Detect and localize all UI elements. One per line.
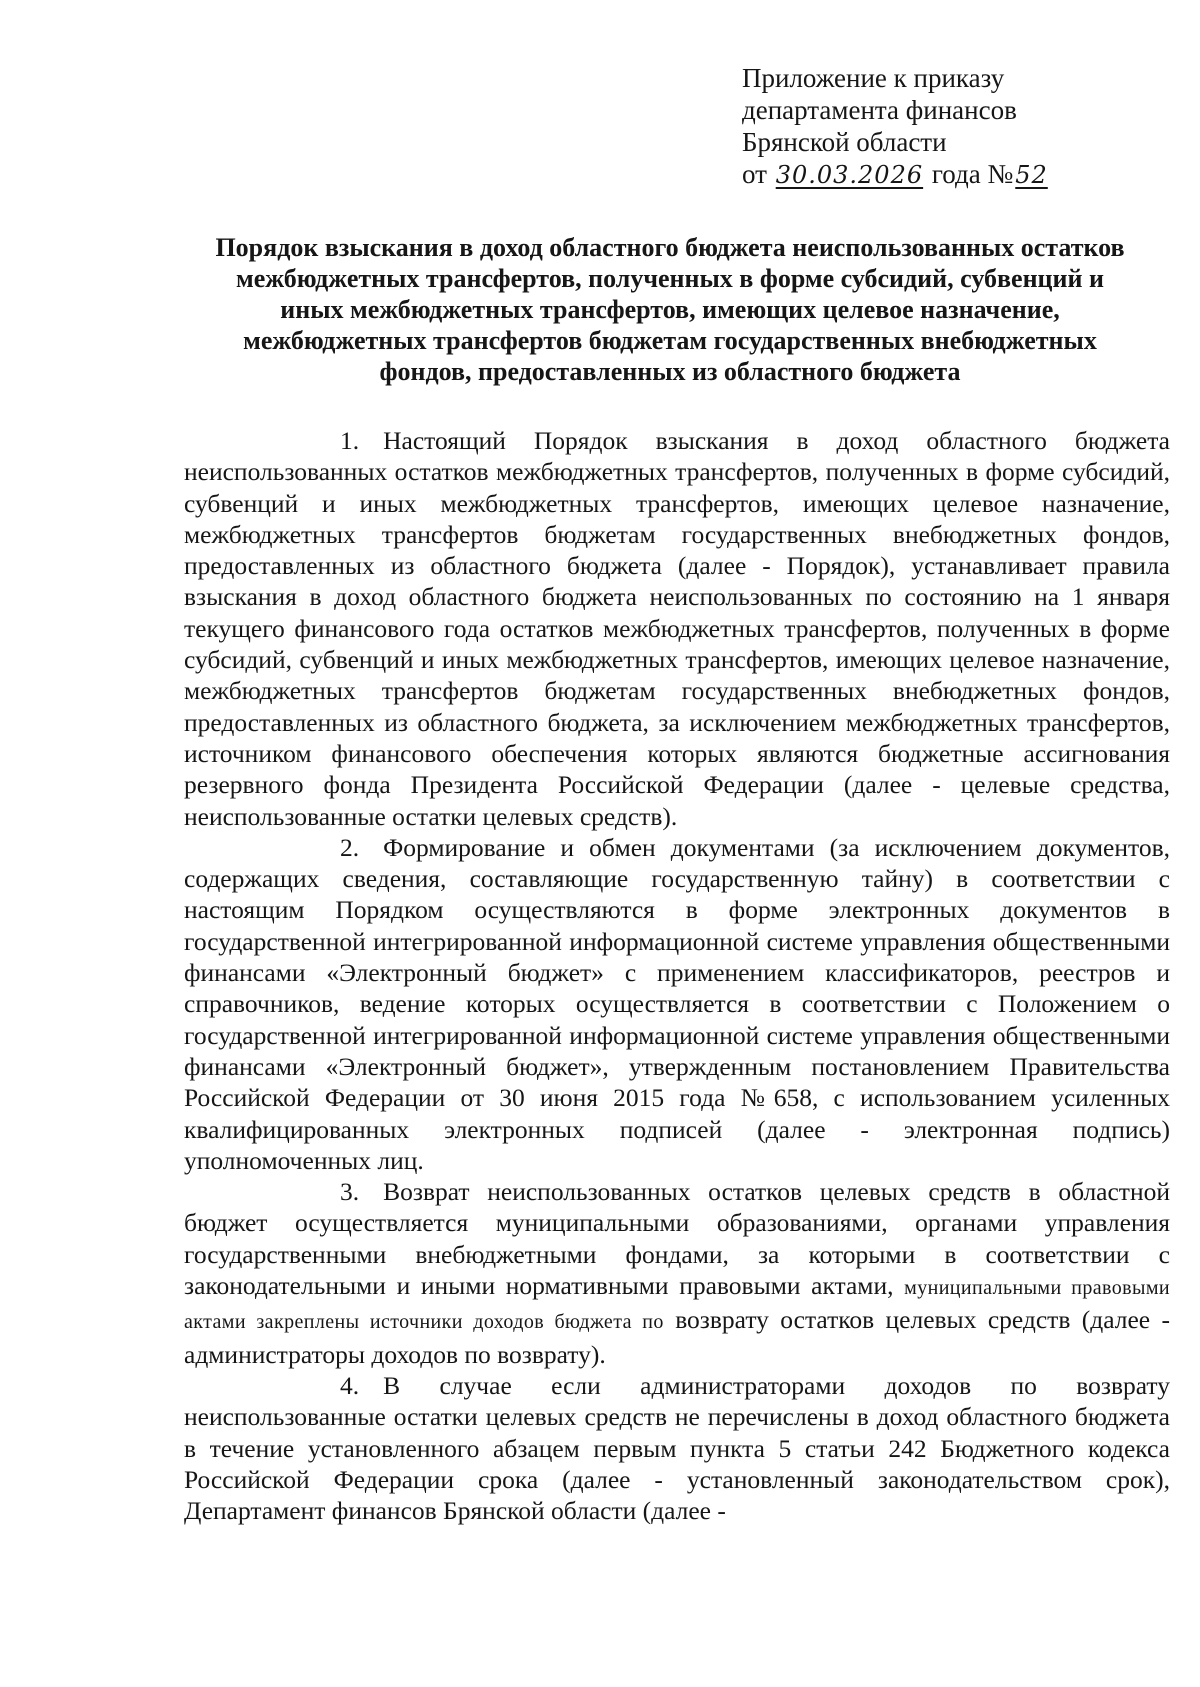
attachment-header <box>742 62 1162 191</box>
paragraph-number: 4. <box>340 1370 360 1400</box>
paragraph-text-small: муниципальными правовыми актами закреплены источники доходов бюджета по <box>184 1277 1170 1334</box>
date-prefix: от <box>742 159 767 189</box>
attachment-line-3: Брянской области <box>742 127 947 157</box>
title-line-4: межбюджетных трансфертов бюджетам государственных внебюджетных <box>243 326 1097 355</box>
title-line-5: фондов, предоставленных из областного бюджета <box>379 357 961 386</box>
number-sign: № <box>987 159 1014 189</box>
paragraph-text: Настоящий Порядок взыскания в доход областного бюджета неиспользованных остатков межбюджетных трансфертов, полученных в форме субсидий, субвенций и иных межбюджетных трансфертов, имеющих целевое назначение, межбюджетных трансфертов бюджетам государственных внебюджетных фондов, предоставленных из областного бюджета (далее - Порядок), устанавливает правила взыскания в доход областного бюджета неиспользованных по состоянию на 1 января текущего финансового года остатков межбюджетных трансфертов, полученных в форме субсидий, субвенций и иных межбюджетных трансфертов, имеющих целевое назначение, межбюджетных трансфертов бюджетам государственных внебюджетных фондов, предоставленных из областного бюджета, за исключением межбюджетных трансфертов, источником финансового обеспечения которых являются бюджетные ассигнования резервного фонда Президента Российской Федерации (далее - целевые средства, неиспользованные остатки целевых средств). <box>184 426 1170 831</box>
paragraph-text: В случае если администраторами доходов по возврату неиспользованные остатки целевых средств не перечислены в доход областного бюджета в течение установленного абзацем первым пункта 5 статьи 242 Бюджетного кодекса Российской Федерации срока (далее - установленный законодательством срок), Департамент финансов Брянской области (далее - <box>184 1370 1170 1526</box>
paragraph-2 <box>184 832 1170 1176</box>
paragraph-1 <box>184 425 1170 832</box>
paragraph-text: Возврат неиспользованных остатков целевых средств в областной бюджет осуществляется муниципальными образованиями, органами управления государственными внебюджетными фондами, за которыми в соответствии с законодательными и иными нормативными правовыми актами, <box>184 1177 1170 1301</box>
attachment-line-2: департамента финансов <box>742 95 1017 125</box>
handwritten-order-number: 52 <box>1015 161 1048 189</box>
paragraph-4 <box>184 1370 1170 1526</box>
paragraph-text: возврату остатков целевых средств (далее - администраторы доходов по возврату). <box>184 1305 1171 1369</box>
paragraph-number: 2. <box>340 832 360 862</box>
attachment-line-1: Приложение к приказу <box>742 63 1005 93</box>
year-word: года <box>931 159 981 189</box>
paragraph-number: 1. <box>340 426 360 455</box>
document-title <box>170 232 1170 387</box>
attachment-date-line <box>742 158 1162 191</box>
paragraph-text: Формирование и обмен документами (за исключением документов, содержащих сведения, составляющие государственную тайну) в соответствии с настоящим Порядком осуществляются в форме электронных документов в государственной интегрированной информационной системе управления общественными финансами «Электронный бюджет» с применением классификаторов, реестров и справочников, ведение которых осуществляется в соответствии с Положением о государственной интегрированной информационной системе управления общественными финансами «Электронный бюджет», утвержденным постановлением Правительства Российской Федерации от 30 июня 2015 года №658, с использованием усиленных квалифицированных электронных подписей (далее - электронная подпись) уполномоченных лиц. <box>184 832 1170 1175</box>
title-line-2: межбюджетных трансфертов, полученных в форме субсидий, субвенций и <box>236 264 1104 293</box>
document-body <box>184 425 1170 1526</box>
paragraph-number: 3. <box>340 1177 360 1207</box>
paragraph-3 <box>184 1176 1170 1370</box>
handwritten-date: 30.03.2026 <box>775 161 924 189</box>
title-line-3: иных межбюджетных трансфертов, имеющих целевое назначение, <box>280 295 1060 324</box>
title-line-1: Порядок взыскания в доход областного бюджета неиспользованных остатков <box>215 233 1125 262</box>
